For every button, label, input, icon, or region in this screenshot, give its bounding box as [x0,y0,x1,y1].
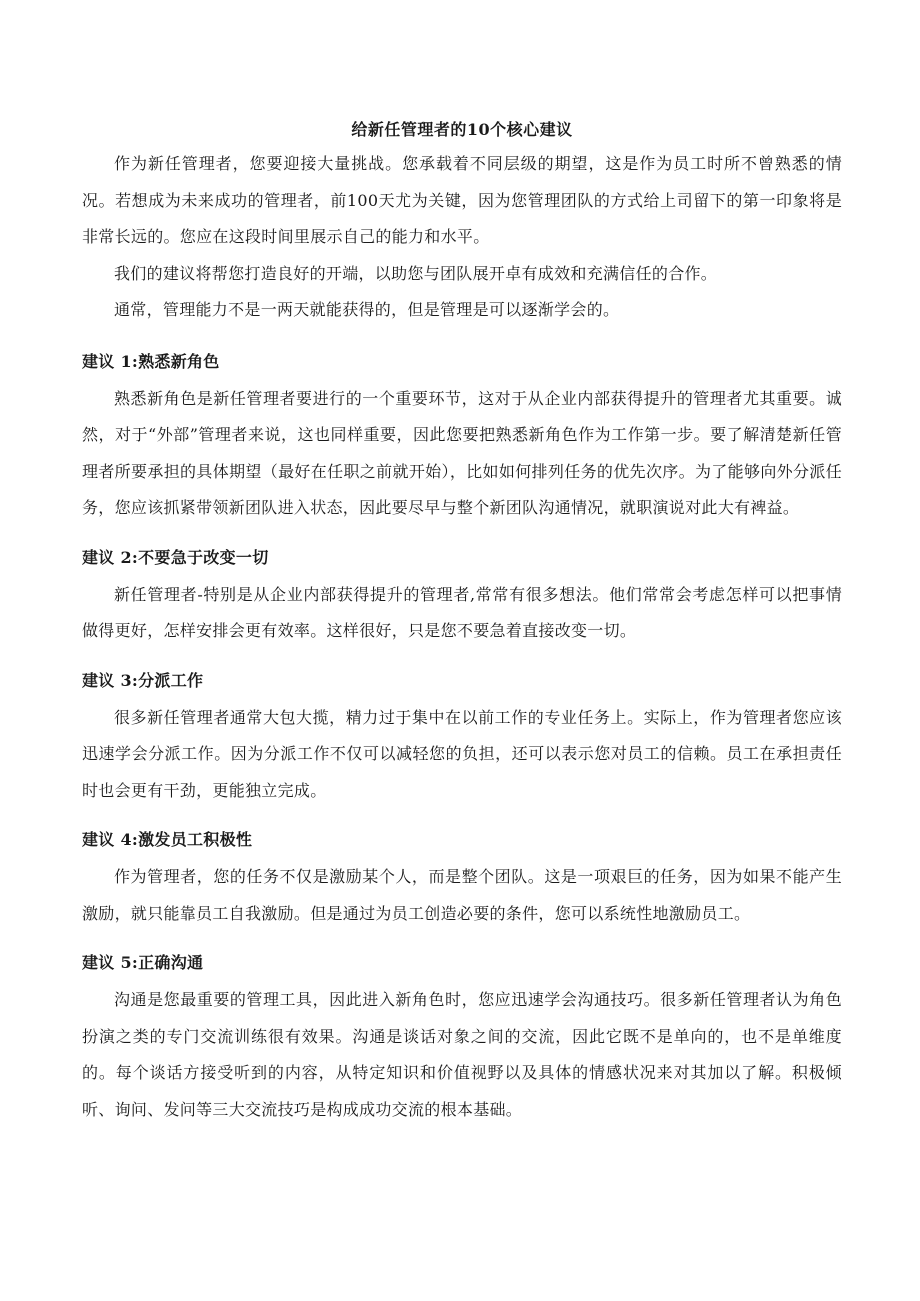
section-heading: 建议 2:不要急于改变一切 [82,547,269,567]
section-tip-1 [82,345,842,527]
section-body: 很多新任管理者通常大包大揽，精力过于集中在以前工作的专业任务上。实际上，作为管理者您应该迅速学会分派工作。因为分派工作不仅可以减轻您的负担，还可以表示您对员工的信赖。员工在承担责任时也会更有干劲，更能独立完成。 [82,707,842,800]
section-tip-2 [82,541,842,650]
intro-paragraph-1: 作为新任管理者，您要迎接大量挑战。您承载着不同层级的期望，这是作为员工时所不曾熟悉的情况。若想成为未来成功的管理者，前100天尤为关键，因为您管理团队的方式给上司留下的第一印象将是非常长远的。您应在这段时间里展示自己的能力和水平。 [82,154,842,246]
intro-paragraph-3: 通常，管理能力不是一两天就能获得的，但是管理是可以逐渐学会的。 [114,300,620,319]
section-tip-5 [82,946,842,1128]
section-body: 熟悉新角色是新任管理者要进行的一个重要环节，这对于从企业内部获得提升的管理者尤其重要。诚然，对于“外部”管理者来说，这也同样重要，因此您要把熟悉新角色作为工作第一步。要了解清楚新任管理者所要承担的具体期望（最好在任职之前就开始），比如如何排列任务的优先次序。为了能够向外分派任务，您应该抓紧带领新团队进入状态，因此要尽早与整个新团队沟通情况，就职演说对此大有裨益。 [82,388,842,517]
section-heading: 建议 1:熟悉新角色 [82,351,220,371]
section-body: 沟通是您最重要的管理工具，因此进入新角色时，您应迅速学会沟通技巧。很多新任管理者认为角色扮演之类的专门交流训练很有效果。沟通是谈话对象之间的交流，因此它既不是单向的，也不是单维度的。每个谈话方接受听到的内容，从特定知识和价值视野以及具体的情感状况来对其加以了解。积极倾听、询问、发问等三大交流技巧是构成成功交流的根本基础。 [82,990,842,1119]
section-heading: 建议 4:激发员工积极性 [82,830,253,849]
section-tip-4 [82,823,842,932]
section-tip-3 [82,664,842,810]
intro-paragraph-2: 我们的建议将帮您打造良好的开端，以助您与团队展开卓有成效和充满信任的合作。 [114,263,718,283]
document-title: 给新任管理者的10个核心建议 [351,120,573,139]
section-heading: 建议 5:正确沟通 [82,953,204,972]
section-heading: 建议 3:分派工作 [82,670,204,690]
section-body: 作为管理者，您的任务不仅是激励某个人，而是整个团队。这是一项艰巨的任务，因为如果不能产生激励，就只能靠员工自我激励。但是通过为员工创造必要的条件，您可以系统性地激励员工。 [82,867,842,923]
section-body: 新任管理者-特别是从企业内部获得提升的管理者,常常有很多想法。他们常常会考虑怎样可以把事情做得更好，怎样安排会更有效率。这样很好，只是您不要急着直接改变一切。 [82,584,842,640]
document-page [82,116,842,1142]
